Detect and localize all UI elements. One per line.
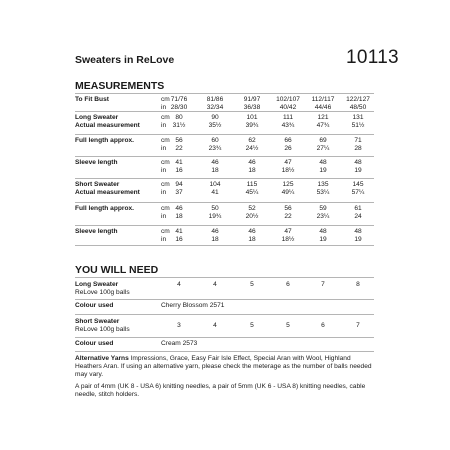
unit-label: in: [161, 189, 167, 196]
measurement-value: 46: [211, 159, 219, 166]
measurement-value: 19: [319, 167, 327, 174]
measurement-value: 46: [175, 205, 183, 212]
measurement-value: 52: [248, 205, 256, 212]
measurement-value: 111: [282, 114, 294, 121]
measurement-value: 47¾: [316, 122, 330, 129]
short-sweater-yarn: ReLove 100g balls: [75, 326, 130, 333]
measurement-value: 18: [248, 236, 256, 243]
ball-count: 4: [177, 281, 181, 288]
measurement-label: Actual measurement: [75, 189, 140, 196]
measurement-value: 19: [319, 236, 327, 243]
measurement-value: 48: [354, 228, 362, 235]
measurement-value: 19: [354, 167, 362, 174]
measurement-label: Full length approx.: [75, 137, 134, 144]
measurement-label: Sleeve length: [75, 228, 118, 235]
colour-used-value: Cherry Blossom 2571: [161, 302, 225, 309]
unit-label: in: [161, 122, 167, 129]
measurement-value: 22: [175, 145, 183, 152]
divider: [75, 93, 374, 94]
unit-label: in: [161, 236, 167, 243]
measurement-value: 18: [248, 167, 256, 174]
measurement-value: 94: [175, 181, 183, 188]
unit-label: in: [161, 104, 167, 111]
alternative-yarns-label: Alternative Yarns: [75, 355, 129, 362]
measurement-value: 48: [319, 228, 327, 235]
measurement-value: 24½: [245, 145, 259, 152]
divider: [75, 134, 374, 135]
ball-count: 5: [286, 322, 290, 329]
needles-text: A pair of 4mm (UK 8 - USA 6) knitting needles, a pair of 5mm (UK 6 - USA 8) knitting needles, cable needle, stitch holders.: [75, 383, 366, 398]
measurement-label: Short Sweater: [75, 181, 120, 188]
measurement-value: 32/34: [206, 104, 224, 111]
measurement-value: 60: [211, 137, 219, 144]
measurement-value: 41: [211, 189, 219, 196]
ball-count: 7: [321, 281, 325, 288]
colour-used-row: [75, 340, 375, 350]
unit-label: cm: [161, 114, 170, 121]
divider: [75, 202, 374, 203]
pattern-title: Sweaters in ReLove: [75, 54, 175, 66]
measurement-value: 62: [248, 137, 256, 144]
measurement-value: 49¼: [281, 189, 295, 196]
measurement-row: [75, 159, 375, 176]
unit-label: cm: [161, 137, 170, 144]
measurement-value: 135: [317, 181, 329, 188]
pattern-number: 10113: [346, 47, 399, 68]
measurement-value: 27¼: [316, 145, 330, 152]
divider: [75, 337, 374, 338]
measurement-value: 102/107: [276, 96, 300, 103]
colour-used-value: Cream 2573: [161, 340, 198, 347]
colour-used-label: Colour used: [75, 340, 114, 347]
measurement-label: Actual measurement: [75, 122, 140, 129]
colour-used-label: Colour used: [75, 302, 114, 309]
measurement-value: 28: [354, 145, 362, 152]
measurement-value: 16: [175, 167, 183, 174]
measurement-label: Long Sweater: [75, 114, 119, 121]
measurement-value: 131: [352, 114, 364, 121]
measurement-value: 71/76: [170, 96, 188, 103]
divider: [75, 245, 374, 246]
unit-label: cm: [161, 96, 170, 103]
measurement-value: 35½: [208, 122, 222, 129]
measurement-value: 28/30: [170, 104, 188, 111]
measurement-value: 101: [246, 114, 258, 121]
measurement-value: 44/46: [314, 104, 332, 111]
measurement-row: [75, 181, 375, 198]
ball-count: 5: [250, 281, 254, 288]
alternative-yarns-text: [75, 355, 375, 379]
measurement-value: 23¼: [316, 213, 330, 220]
ball-count: 6: [321, 322, 325, 329]
measurement-value: 22: [284, 213, 292, 220]
measurement-value: 80: [175, 114, 183, 121]
measurement-value: 48: [319, 159, 327, 166]
unit-label: in: [161, 145, 167, 152]
measurement-value: 45¼: [245, 189, 259, 196]
measurement-value: 18: [211, 167, 219, 174]
measurement-value: 90: [211, 114, 219, 121]
divider: [75, 156, 374, 157]
colour-used-row: [75, 302, 375, 312]
measurement-value: 46: [248, 159, 256, 166]
measurements-heading: MEASUREMENTS: [75, 80, 165, 92]
measurement-value: 56: [284, 205, 292, 212]
measurement-value: 48/50: [349, 104, 367, 111]
ball-count: 8: [356, 281, 360, 288]
measurement-value: 18: [211, 236, 219, 243]
long-sweater-yarn: ReLove 100g balls: [75, 289, 130, 296]
divider: [75, 111, 374, 112]
measurement-value: 47: [284, 228, 292, 235]
ball-count: 7: [356, 322, 360, 329]
measurement-value: 50: [211, 205, 219, 212]
divider: [75, 178, 374, 179]
measurement-value: 59: [319, 205, 327, 212]
measurement-value: 104: [209, 181, 221, 188]
unit-label: cm: [161, 159, 170, 166]
measurement-value: 41: [175, 159, 183, 166]
measurement-value: 145: [352, 181, 364, 188]
measurement-value: 24: [354, 213, 362, 220]
measurement-value: 43¾: [281, 122, 295, 129]
divider: [75, 277, 374, 278]
measurement-value: 66: [284, 137, 292, 144]
measurement-value: 69: [319, 137, 327, 144]
measurement-value: 36/38: [243, 104, 261, 111]
measurement-value: 20½: [245, 213, 259, 220]
measurement-value: 41: [175, 228, 183, 235]
measurement-value: 57¼: [351, 189, 365, 196]
short-sweater-label: Short Sweater: [75, 318, 120, 325]
measurement-value: 122/127: [346, 96, 370, 103]
unit-label: cm: [161, 181, 170, 188]
measurement-value: 51½: [351, 122, 365, 129]
ball-count: 6: [286, 281, 290, 288]
measurement-value: 37: [175, 189, 183, 196]
you-will-need-heading: YOU WILL NEED: [75, 264, 159, 276]
measurement-value: 31½: [172, 122, 186, 129]
unit-label: in: [161, 167, 167, 174]
measurement-row: [75, 228, 375, 245]
ball-count: 3: [177, 322, 181, 329]
measurement-value: 71: [354, 137, 362, 144]
alternative-yarns-body: Impressions, Grace, Easy Fair Isle Effect, Special Aran with Wool, Highland Heathers Aran. If using an alternative yarn, please check the meterage as the number of balls needed may vary.: [75, 355, 372, 378]
measurement-value: 23¾: [208, 145, 222, 152]
measurement-value: 121: [317, 114, 329, 121]
measurement-value: 112/117: [311, 96, 335, 103]
unit-label: in: [161, 213, 167, 220]
divider: [75, 351, 374, 352]
ball-count: 4: [213, 281, 217, 288]
measurement-value: 19: [354, 236, 362, 243]
divider: [75, 225, 374, 226]
measurement-value: 48: [354, 159, 362, 166]
measurement-value: 46: [248, 228, 256, 235]
measurement-label: Full length approx.: [75, 205, 134, 212]
measurement-value: 47: [284, 159, 292, 166]
unit-label: cm: [161, 228, 170, 235]
measurement-value: 40/42: [279, 104, 297, 111]
measurement-value: 56: [175, 137, 183, 144]
measurement-value: 91/97: [243, 96, 261, 103]
measurement-value: 115: [246, 181, 258, 188]
measurement-value: 53¼: [316, 189, 330, 196]
measurement-value: 18½: [281, 167, 295, 174]
measurement-row: [75, 137, 375, 154]
short-sweater-row: [75, 318, 375, 336]
measurement-label: Sleeve length: [75, 159, 118, 166]
measurement-value: 19¾: [208, 213, 222, 220]
measurement-row: [75, 114, 375, 131]
measurement-value: 125: [282, 181, 294, 188]
divider: [75, 314, 374, 315]
measurement-value: 81/86: [206, 96, 224, 103]
measurement-label: To Fit Bust: [75, 96, 109, 103]
measurement-value: 46: [211, 228, 219, 235]
divider: [75, 299, 374, 300]
measurement-value: 18½: [281, 236, 295, 243]
long-sweater-row: [75, 281, 375, 299]
ball-count: 5: [250, 322, 254, 329]
measurement-value: 61: [354, 205, 362, 212]
measurement-value: 16: [175, 236, 183, 243]
measurement-value: 26: [284, 145, 292, 152]
measurement-row: [75, 205, 375, 222]
measurement-value: 39¾: [245, 122, 259, 129]
long-sweater-label: Long Sweater: [75, 281, 119, 288]
ball-count: 4: [213, 322, 217, 329]
unit-label: cm: [161, 205, 170, 212]
measurement-value: 18: [175, 213, 183, 220]
